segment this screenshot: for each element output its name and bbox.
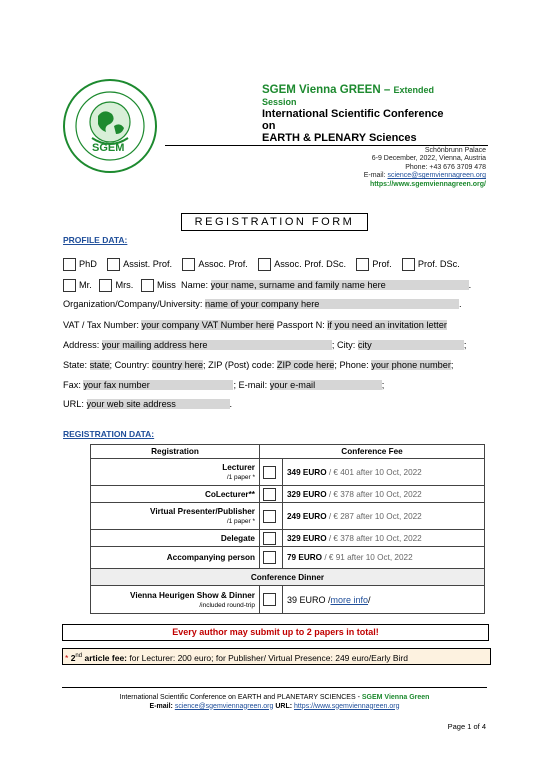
phone-label: Phone:	[339, 360, 369, 370]
website-link[interactable]: https://www.sgemviennagreen.org/	[369, 180, 486, 188]
checkbox-assoc-prof[interactable]: Assoc. Prof.	[182, 259, 248, 269]
fee-value: 329 EURO	[287, 533, 327, 543]
vat-label: VAT / Tax Number:	[63, 320, 139, 330]
logo-text: SGEM	[92, 142, 125, 154]
subtitle-line3: EARTH & PLENARY Sciences	[262, 132, 417, 144]
table-row	[91, 503, 485, 530]
checkbox-virtual-presenter[interactable]	[260, 503, 283, 530]
subtitle-line2: on	[262, 120, 276, 132]
checkbox-accompanying[interactable]	[260, 547, 283, 569]
phone-field[interactable]: your phone number	[371, 360, 451, 370]
fax-field[interactable]: your fax number	[83, 380, 233, 390]
email-line: E-mail: science@sgemviennagreen.org	[363, 172, 486, 180]
address-label: Address:	[63, 340, 100, 350]
org-field[interactable]: name of your company here	[205, 299, 459, 309]
fax-label: Fax:	[63, 380, 81, 390]
notice-box	[62, 624, 489, 641]
dinner-fee: 39 EURO /	[287, 594, 331, 605]
late-fee: / € 378 after 10 Oct, 2022	[328, 533, 422, 543]
table-row: Vienna Heurigen Show & Dinner /included round-trip 39 EURO /more info/	[91, 586, 485, 614]
col-fee: Conference Fee	[260, 445, 485, 459]
footer: International Scientific Conference on EARTH and PLANETARY SCIENCES - SGEM Vienna Green E-mail: science@sgemviennagreen.org URL: https://www.sgemviennagreen.org	[119, 694, 430, 710]
checkbox-colecturer[interactable]	[260, 486, 283, 503]
profile-heading: PROFILE DATA:	[63, 235, 128, 245]
fee-table	[90, 444, 485, 614]
reg-label: Virtual Presenter/Publisher	[150, 507, 255, 516]
reg-label: Accompanying person	[166, 553, 255, 562]
page-number: Page 1 of 4	[447, 722, 486, 731]
reg-sub: /1 paper *	[226, 474, 255, 481]
contact-block	[364, 147, 486, 189]
title-session: Session	[262, 97, 297, 107]
address-field[interactable]: your mailing address here	[102, 340, 332, 350]
reg-sub: /1 paper *	[226, 518, 255, 525]
phone: Phone: +43 676 3709 478	[405, 163, 486, 171]
footer-url-link[interactable]: https://www.sgemviennagreen.org	[294, 702, 400, 710]
academic-title-row	[63, 258, 460, 271]
subtitle-line1: International Scientific Conference	[262, 108, 444, 120]
fee-value: 349 EURO	[287, 467, 327, 477]
late-fee: / € 378 after 10 Oct, 2022	[328, 489, 422, 499]
late-fee: / € 287 after 10 Oct, 2022	[328, 511, 422, 521]
salutation-name-row: Mr. Mrs. Miss Name: your name, surname and family name here .	[63, 279, 471, 292]
zip-field[interactable]: ZIP code here	[276, 360, 335, 370]
venue: Schönbrunn Palace	[424, 147, 486, 154]
state-field[interactable]: state	[89, 360, 110, 370]
checkbox-delegate[interactable]	[260, 530, 283, 547]
registration-heading: REGISTRATION DATA:	[63, 429, 155, 439]
reg-label: Delegate	[220, 533, 255, 543]
dinner-heading-row	[91, 569, 485, 586]
table-row	[91, 547, 485, 569]
state-label: State:	[63, 360, 88, 370]
col-registration: Registration	[91, 445, 260, 459]
checkbox-phd[interactable]: PhD	[63, 259, 97, 269]
fee-value: 249 EURO	[287, 511, 327, 521]
country-field[interactable]: country here	[151, 360, 203, 370]
reg-label: CoLecturer**	[204, 489, 255, 499]
dates: 6-9 December, 2022, Vienna, Austria	[371, 155, 486, 163]
passport-field[interactable]: if you need an invitation letter	[327, 320, 447, 330]
more-info-link[interactable]: more info	[330, 594, 369, 605]
org-label: Organization/Company/University:	[63, 299, 203, 309]
title-extended: Extended	[393, 85, 434, 95]
checkbox-assoc-prof-dsc[interactable]: Assoc. Prof. DSc.	[258, 259, 346, 269]
checkbox-prof[interactable]: Prof.	[356, 259, 391, 269]
org-row: Organization/Company/University: name of your company here .	[63, 299, 462, 309]
header-rule	[165, 145, 488, 146]
url-label: URL:	[63, 399, 84, 409]
vat-row	[63, 320, 447, 330]
email-label: E-mail:	[238, 380, 268, 390]
late-fee: / € 401 after 10 Oct, 2022	[328, 467, 422, 477]
url-row: URL: your web site address .	[63, 399, 233, 409]
fee-table-header	[91, 445, 485, 459]
footer-email-link[interactable]: science@sgemviennagreen.org	[174, 702, 274, 710]
form-title: REGISTRATION FORM	[181, 213, 368, 231]
checkbox-assist-prof[interactable]: Assist. Prof.	[107, 259, 172, 269]
passport-label: Passport N:	[276, 320, 325, 330]
checkbox-miss[interactable]: Miss	[141, 280, 176, 290]
email-link[interactable]: science@sgemviennagreen.org	[387, 172, 486, 180]
fax-row: Fax: your fax number ; E-mail: your e-mail ;	[63, 380, 385, 390]
footer-rule	[62, 687, 487, 688]
fee-value: 329 EURO	[287, 489, 327, 499]
table-row	[91, 459, 485, 486]
checkbox-dinner[interactable]	[260, 586, 283, 614]
reg-label: Lecturer	[222, 463, 255, 472]
url-field[interactable]: your web site address	[87, 399, 230, 409]
sgem-logo	[62, 78, 158, 174]
name-field[interactable]: your name, surname and family name here	[211, 280, 469, 290]
city-field[interactable]: city	[358, 340, 464, 350]
dinner-sub: /included round-trip	[199, 601, 255, 609]
city-label: City:	[336, 340, 356, 350]
checkbox-lecturer[interactable]	[260, 459, 283, 486]
vat-field[interactable]: your company VAT Number here	[141, 320, 275, 330]
checkbox-mrs[interactable]: Mrs.	[99, 280, 133, 290]
table-row	[91, 486, 485, 503]
dinner-label: Vienna Heurigen Show & Dinner	[130, 590, 255, 600]
dinner-heading: Conference Dinner	[91, 569, 485, 586]
country-label: Country:	[114, 360, 150, 370]
checkbox-prof-dsc[interactable]: Prof. DSc.	[402, 259, 460, 269]
zip-label: ZIP (Post) code:	[208, 360, 275, 370]
footer-brand: SGEM Vienna Green	[361, 694, 430, 701]
fee-value: 79 EURO	[287, 553, 323, 562]
footnote-box: * 2nd article fee: for Lecturer: 200 euro; for Publisher/ Virtual Presence: 249 euro/Early Bird	[62, 648, 491, 665]
checkbox-mr[interactable]: Mr.	[63, 280, 92, 290]
name-label: Name:	[180, 279, 209, 290]
address-row: Address: your mailing address here ; City: city ;	[63, 340, 467, 350]
conference-subtitle	[262, 108, 444, 144]
table-row	[91, 530, 485, 547]
email-field[interactable]: your e-mail	[270, 380, 382, 390]
late-fee: / € 91 after 10 Oct, 2022	[324, 553, 413, 562]
footer-line: International Scientific Conference on EARTH and PLANETARY SCIENCES -	[119, 694, 360, 701]
footnote-text: for Lecturer: 200 euro; for Publisher/ Virtual Presence: 249 euro/Early Bird	[129, 652, 408, 663]
conference-title	[262, 84, 434, 108]
title-line1: SGEM Vienna GREEN –	[262, 84, 391, 96]
notice-text: Every author may submit up to 2 papers in total!	[172, 627, 379, 637]
earth-globe-icon	[62, 78, 158, 174]
state-row: State: state; Country: country here; ZIP (Post) code: ZIP code here; Phone: your phone number;	[63, 360, 454, 370]
